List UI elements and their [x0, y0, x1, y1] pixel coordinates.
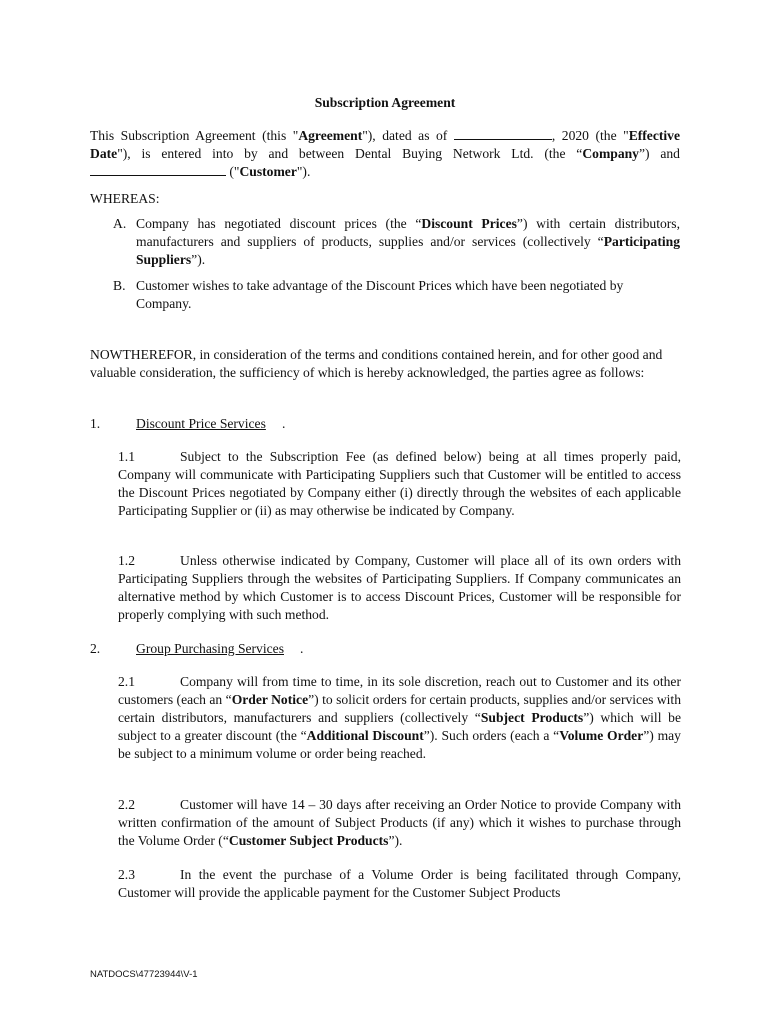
- clause-text: Subject to the Subscription Fee (as defined below) being at all times properly paid, Company will communicate with Participating Suppliers such that Customer will be entitled to access the Discount Prices negotiated by Company either (i) directly through the websites of each applicable Participating Supplier or (ii) as may otherwise be indicated by Company.: [118, 449, 681, 518]
- whereas-heading: WHEREAS:: [90, 191, 160, 206]
- clause-2-3: [118, 866, 681, 902]
- intro-text: "), is entered into by and between Dental Buying Network Ltd. (the “: [117, 146, 583, 161]
- section-title: Group Purchasing Services: [136, 641, 284, 656]
- defined-term-effective-date: Effective Date: [90, 128, 681, 161]
- intro-text: (": [226, 164, 240, 179]
- recital-b: [113, 277, 680, 313]
- clause-number: 2.2: [118, 797, 135, 812]
- clause-number: 1.1: [118, 449, 135, 464]
- defined-term-subject-products: Subject Products: [480, 710, 584, 725]
- recital-text: Company has negotiated discount prices (the “Discount Prices”) with certain distributors, manufacturers and suppliers of products, supplies and/or services (collectively “Participating Suppliers”).: [136, 216, 680, 267]
- defined-term-company: Company: [582, 146, 639, 161]
- clause-text: Unless otherwise indicated by Company, Customer will place all of its own orders with Participating Suppliers through the websites of Participating Suppliers. If Company communicates an alternative method by which Customer is to access Discount Prices, Customer will be responsible for properly complying with such method.: [118, 553, 681, 622]
- date-blank: [454, 127, 552, 140]
- intro-text: This Subscription Agreement (this ": [90, 128, 299, 143]
- nowtherefor-paragraph: NOWTHEREFOR, in consideration of the terms and conditions contained herein, and for other good and valuable consideration, the sufficiency of which is hereby acknowledged, the parties agree as follows:: [90, 347, 663, 380]
- section-title: Discount Price Services: [136, 416, 266, 431]
- document-footer-id: NATDOCS\47723944\V-1: [90, 969, 198, 980]
- document-page: Subscription Agreement This Subscription Agreement (this "Agreement"), dated as of , 2020 (the "Effective Date"), is entered into by and between Dental Buying Network Ltd. (the “Company”) and ("Customer"). WHEREAS: A. Company has negotiated discount prices (the “Discount Prices”) with certain distributors, manufacturers and suppliers of products, supplies and/or services (collectively “Participating Suppliers”). B. Customer wishes to take advantage of the Discount Prices which have been negotiated by Company. NOWTHEREFOR, in consideration of the terms and conditions contained herein, and for other good and valuable consideration, the sufficiency of which is hereby acknowledged, the parties agree as follows: 1. Discount Price Services . 1.1 Subject to the Subscription Fee (as defined below) being at all times properly paid, Company will communicate with Participating Suppliers such that Customer will be entitled to access the Discount Prices negotiated by Company either (i) directly through the websites of each applicable Participating Supplier or (ii) as may otherwise be indicated by Company. 1.2 Unless otherwise indicated by Company, Customer will place all of its own orders with Participating Suppliers through the websites of Participating Suppliers. If Company communicates an alternative method by which Customer is to access Discount Prices, Customer will be responsible for properly complying with such method. 2. Group Purchasing Services . 2.1 Company will from time to time, in its sole discretion, reach out to Customer and its other customers (each an “Order Notice”) to solicit orders for certain products, supplies and/or services with certain distributors, manufacturers and suppliers (collectively “Subject Products”) which will be subject to a greater discount (the “Additional Discount”). Such orders (each a “Volume Order”) may be subject to a minimum volume or order being reached. 2.2 Customer will have 14 – 30 days after receiving an Order Notice to provide Company with written confirmation of the amount of Subject Products (if any) which it wishes to purchase through the Volume Order (“Customer Subject Products”). 2.3 In the event the purchase of a Volume Order is being facilitated through Company, Customer will provide the applicable payment for the Customer Subject Products NATDOCS\47723944\V-1: [0, 0, 770, 1024]
- section-number: 1.: [90, 416, 101, 431]
- defined-term-agreement: Agreement: [298, 128, 363, 143]
- defined-term-customer: Customer: [239, 164, 297, 179]
- recital-text: Customer wishes to take advantage of the Discount Prices which have been negotiated by Company.: [136, 278, 624, 311]
- clause-2-2: 2.2 Customer will have 14 – 30 days after receiving an Order Notice to provide Company with written confirmation of the amount of Subject Products (if any) which it wishes to purchase through the Volume Order (“Customer Subject Products”).: [118, 797, 681, 848]
- document-title: Subscription Agreement: [314, 95, 456, 110]
- intro-text: ").: [296, 164, 311, 179]
- clause-1-1: [118, 448, 681, 520]
- clause-number: 1.2: [118, 553, 135, 568]
- intro-text: , 2020 (the ": [551, 128, 629, 143]
- section-number: 2.: [90, 641, 101, 656]
- defined-term-volume-order: Volume Order: [559, 728, 644, 743]
- defined-term-participating-suppliers: Participating Suppliers: [136, 234, 680, 267]
- clause-number: 2.3: [118, 867, 135, 882]
- customer-name-blank: [90, 163, 226, 176]
- defined-term-customer-subject-products: Customer Subject Products: [228, 833, 389, 848]
- intro-text: "), dated as of: [362, 128, 454, 143]
- clause-1-2: [118, 552, 681, 624]
- clause-number: 2.1: [118, 674, 135, 689]
- defined-term-order-notice: Order Notice: [231, 692, 309, 707]
- defined-term-additional-discount: Additional Discount: [306, 728, 424, 743]
- defined-term-discount-prices: Discount Prices: [421, 216, 517, 231]
- recital-a: [113, 215, 680, 269]
- intro-text: ”) and: [638, 146, 680, 161]
- recital-label: B.: [113, 278, 126, 293]
- intro-paragraph: [90, 127, 680, 181]
- clause-text: In the event the purchase of a Volume Order is being facilitated through Company, Customer will provide the applicable payment for the Customer Subject Products: [118, 867, 681, 900]
- clause-2-1: 2.1 Company will from time to time, in its sole discretion, reach out to Customer and its other customers (each an “Order Notice”) to solicit orders for certain products, supplies and/or services with certain distributors, manufacturers and suppliers (collectively “Subject Products”) which will be subject to a greater discount (the “Additional Discount”). Such orders (each a “Volume Order”) may be subject to a minimum volume or order being reached.: [118, 674, 682, 761]
- recital-label: A.: [113, 216, 127, 231]
